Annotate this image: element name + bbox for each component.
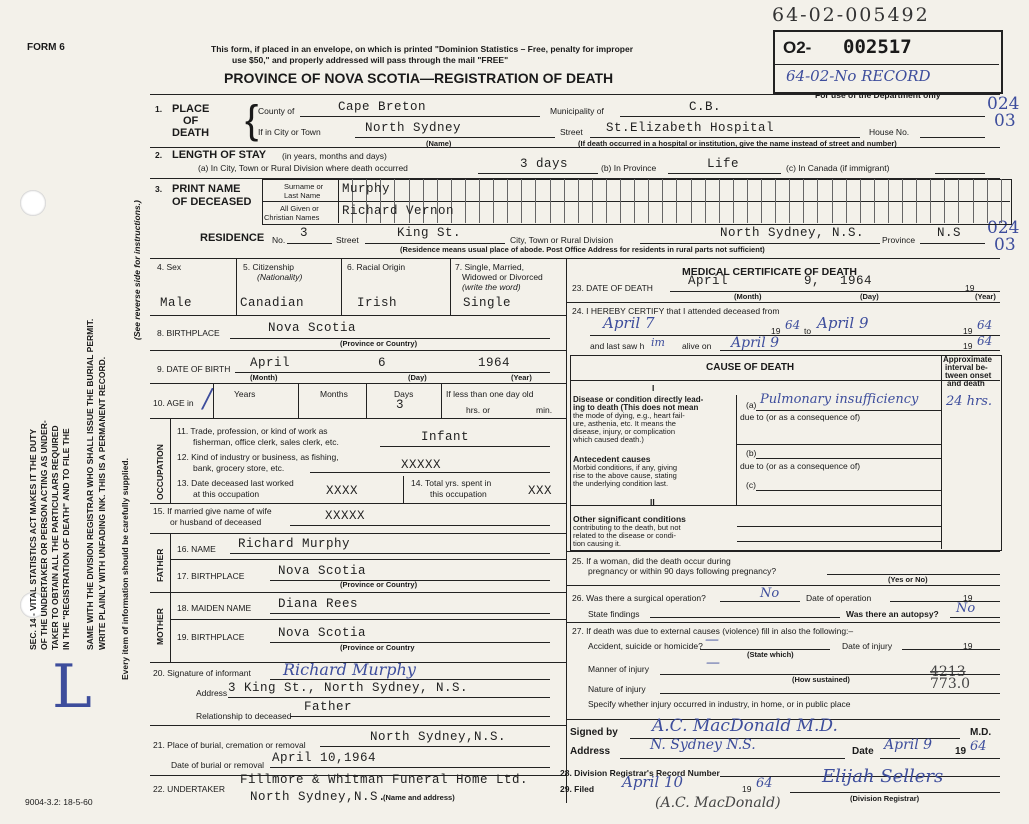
mother-maiden-name-value: Diana Rees: [278, 597, 359, 611]
burial-date-value: April 10,1964: [272, 751, 377, 765]
name-grid-divider: [578, 201, 579, 223]
undertaker-name: Fillmore & Whitman Funeral Home Ltd.: [240, 773, 529, 787]
citizenship-value: Canadian: [240, 296, 305, 310]
name-grid-divider: [747, 179, 748, 201]
name-grid-divider: [761, 201, 762, 223]
name-grid-divider: [761, 179, 762, 201]
occupation-vertical-label: OCCUPATION: [155, 444, 165, 500]
name-grid-divider: [733, 201, 734, 223]
death-year: 1964: [840, 274, 873, 288]
attended-from: April 7: [603, 314, 655, 332]
name-grid-divider: [789, 179, 790, 201]
street-value: St.Elizabeth Hospital: [606, 121, 775, 135]
residence-street: King St.: [397, 226, 462, 240]
name-grid-divider: [888, 179, 889, 201]
municipality-value: C.B.: [689, 100, 722, 114]
name-grid-divider: [648, 201, 649, 223]
name-grid-divider: [535, 201, 536, 223]
name-grid-divider: [789, 201, 790, 223]
total-years-value: XXX: [528, 484, 553, 498]
name-grid-divider: [930, 179, 931, 201]
stay-city-value: 3 days: [520, 157, 569, 171]
name-grid-divider: [846, 201, 847, 223]
side-instruction-4: IN THE "REGISTRATION OF DEATH" AND TO FILE THE: [61, 428, 71, 650]
side-instruction-7: Every item of information should be carefully supplied.: [120, 458, 130, 680]
name-grid-divider: [606, 201, 607, 223]
name-grid-divider: [803, 201, 804, 223]
dob-day: 6: [378, 356, 387, 370]
name-grid-divider: [479, 179, 480, 201]
name-grid-divider: [733, 179, 734, 201]
name-grid-divider: [620, 179, 621, 201]
relationship-value: Father: [304, 700, 353, 714]
name-grid-divider: [691, 179, 692, 201]
trade-value: Infant: [421, 430, 470, 444]
punch-hole-top: [20, 190, 46, 216]
cause-a-value: Pulmonary insufficiency: [760, 392, 919, 407]
name-grid-divider: [592, 201, 593, 223]
side-instruction-2: OF THE UNDERTAKER OR PERSON ACTING AS UNDER-: [39, 420, 49, 650]
county-value: Cape Breton: [338, 100, 427, 114]
name-grid-divider: [902, 201, 903, 223]
dob-month: April: [250, 356, 291, 370]
sex-value: Male: [160, 296, 193, 310]
surgical-operation-value: No: [760, 586, 780, 601]
death-day: 9,: [804, 274, 821, 288]
side-instruction-8: (See reverse side for instructions.): [132, 200, 142, 340]
last-worked-value: XXXX: [326, 484, 359, 498]
name-grid-divider: [832, 179, 833, 201]
name-grid-divider: [832, 201, 833, 223]
informant-signature: Richard Murphy: [283, 660, 416, 679]
name-grid-divider: [606, 179, 607, 201]
footer-form-code: 9004-3.2: 18-5-60: [25, 797, 93, 807]
spouse-value: XXXXX: [325, 509, 366, 523]
name-grid-divider: [719, 179, 720, 201]
undertaker-location: North Sydney,N.S.: [250, 790, 387, 804]
registration-prefix: O2-: [783, 38, 812, 57]
name-grid-divider: [846, 179, 847, 201]
name-grid-divider: [465, 179, 466, 201]
name-grid-divider: [860, 179, 861, 201]
physician-address: N. Sydney N.S.: [650, 737, 756, 753]
postal-notice-line2: use $50," and properly addressed will pass through the mail "FREE": [232, 55, 509, 65]
name-grid-divider: [592, 179, 593, 201]
name-grid-divider: [662, 201, 663, 223]
name-grid-divider: [987, 201, 988, 223]
residence-division: North Sydney, N.S.: [720, 226, 865, 240]
name-grid-divider: [521, 201, 522, 223]
manner-code: 4213: [930, 664, 966, 680]
age-days-value: 3: [396, 398, 405, 412]
dob-year: 1964: [478, 356, 511, 370]
father-vertical-label: FATHER: [155, 548, 165, 582]
residence-number: 3: [300, 226, 309, 240]
name-grid-divider: [662, 179, 663, 201]
last-seen-alive-date: April 9: [731, 335, 780, 351]
name-grid-divider: [676, 201, 677, 223]
birthplace-value: Nova Scotia: [268, 321, 357, 335]
name-grid-divider: [691, 201, 692, 223]
name-grid-divider: [507, 179, 508, 201]
certificate-date: April 9: [884, 737, 933, 753]
name-grid-divider: [775, 179, 776, 201]
cause-of-death-title: CAUSE OF DEATH: [706, 362, 795, 373]
name-grid-divider: [465, 201, 466, 223]
nature-code: 773.0: [930, 676, 971, 692]
name-grid-divider: [550, 179, 551, 201]
registration-number: 002517: [843, 36, 912, 58]
name-grid-divider: [874, 179, 875, 201]
death-month: April: [688, 274, 729, 288]
name-grid-divider: [902, 179, 903, 201]
margin-code-2: 03: [994, 111, 1016, 131]
side-instruction-1: SEC. 14 - VITAL STATISTICS ACT MAKES IT THE DUTY: [28, 428, 38, 650]
registration-handwritten: 64-02-No RECORD: [786, 67, 931, 85]
name-grid-divider: [676, 179, 677, 201]
residence-province: N.S: [937, 226, 962, 240]
name-grid-divider: [479, 201, 480, 223]
mother-vertical-label: MOTHER: [155, 608, 165, 645]
name-grid-divider: [634, 201, 635, 223]
name-grid-divider: [705, 179, 706, 201]
name-grid-divider: [1001, 201, 1002, 223]
stay-province-value: Life: [707, 157, 740, 171]
filed-date: April 10: [622, 773, 684, 791]
name-grid-divider: [578, 179, 579, 201]
pencil-physician-name: (A.C. MacDonald): [655, 795, 781, 811]
side-instruction-6: WRITE PLAINLY WITH UNFADING INK. THIS IS A PERMANENT RECORD.: [97, 356, 107, 650]
place-of-death-label: PLACE: [172, 103, 210, 115]
form-number: FORM 6: [27, 42, 65, 53]
father-birthplace-value: Nova Scotia: [278, 564, 367, 578]
postal-notice-line1: This form, if placed in an envelope, on which is printed "Dominion Statistics – Free, penalty for improper: [211, 44, 634, 54]
attended-to: April 9: [817, 314, 869, 332]
name-grid-divider: [507, 201, 508, 223]
name-grid-divider: [775, 201, 776, 223]
name-grid-divider: [634, 179, 635, 201]
mother-birthplace-value: Nova Scotia: [278, 626, 367, 640]
name-grid-divider: [423, 179, 424, 201]
margin-code-4: 03: [994, 235, 1016, 255]
name-grid-divider: [973, 179, 974, 201]
name-grid-divider: [930, 201, 931, 223]
length-of-stay-label: LENGTH OF STAY: [172, 149, 267, 161]
father-name-value: Richard Murphy: [238, 537, 351, 551]
age-handwritten-mark: /: [203, 384, 212, 414]
name-grid-divider: [521, 179, 522, 201]
print-name-label: PRINT NAME: [172, 183, 241, 195]
name-grid-divider: [437, 179, 438, 201]
side-handwritten-mark: L: [52, 652, 92, 722]
burial-place-value: North Sydney,N.S.: [370, 730, 507, 744]
surname-value: Murphy: [342, 182, 391, 196]
name-grid-divider: [493, 201, 494, 223]
name-grid-divider: [1001, 179, 1002, 201]
name-grid-divider: [564, 179, 565, 201]
name-grid-divider: [817, 179, 818, 201]
cause-a-interval: 24 hrs.: [946, 394, 993, 409]
name-grid-divider: [409, 179, 410, 201]
informant-address: 3 King St., North Sydney, N.S.: [228, 681, 469, 695]
name-grid-divider: [620, 201, 621, 223]
name-grid-divider: [719, 201, 720, 223]
form-title: PROVINCE OF NOVA SCOTIA—REGISTRATION OF DEATH: [224, 70, 614, 86]
name-grid-divider: [944, 201, 945, 223]
name-grid-divider: [874, 201, 875, 223]
given-names-value: Richard Vernon: [342, 204, 455, 218]
department-use-note: For use of the Department only: [815, 90, 941, 100]
margin-code-3: 024: [987, 218, 1020, 238]
death-registration-form: FORM 6 64-02-005492 This form, if placed in an envelope, on which is printed "Dominion Statistics – Free, penalty for improper use $50," and properly addressed will pass through the mail "FREE" PROVINCE OF NOVA SCOTIA—REGISTRATION OF DEATH O2- 002517 64-02-No RECORD For use of the Department only 024 03 024 03 SEC. 14 - VITAL STATISTICS ACT MAKES IT THE DUTY OF THE UNDERTAKER OR PERSON ACTING AS UNDER- TAKER TO OBTAIN ALL THE PARTICULARS REQUIRED IN THE "REGISTRATION OF DEATH" AND TO FILE THE SAME WITH THE DIVISION REGISTRAR WHO SHALL ISSUE THE BURIAL PERMIT. WRITE PLAINLY WITH UNFADING INK. THIS IS A PERMANENT RECORD. Every item of information should be carefully supplied. (See reverse side for instructions.) L 9004-3.2: 18-5-60 1. PLACE OF DEATH { County of Cape Breton Municipality of C.B. If in City or Town North Sydney (Name) Street St.Elizabeth Hospital House No. (If death occurred in a hospital or institution, give the name instead of street and number) 2. LENGTH OF STAY (in years, months and days) (a) In City, Town or Rural Division where death occurred 3 days (b) In Province Life (c) In Canada (if immigrant) 3. PRINT NAME OF DECEASED Surname or Last Name Murphy All Given or Christian Names Richard Vernon RESIDENCE No. 3 Street King St. City, Town or Rural Division North Sydney, N.S. Province N.S (Residence means usual place of abode. Post Office Address for residents in rural parts not sufficient) 4. Sex Male 5. Citizenship (Nationality) Canadian 6. Racial Origin Irish 7. Single, Married, Widowed or Divorced (write the word) Single 8. BIRTHPLACE Nova Scotia (Province or Country) 9. DATE OF BIRTH April 6 1964 (Month) (Day) (Year) 10. AGE in / Years Months Days 3 If less than one day old hrs. or min. OCCUPATION 11. Trade, profession, or kind of work as fisherman, office clerk, sales clerk, etc. Infant 12. Kind of industry or business, as fishing, bank, grocery store, etc. XXXXX 13. Date deceased last worked at this occupation XXXX 14. Total yrs. spent in this occupation XXX 15. If married give name of wife or husband of deceased XXXXX FATHER 16. NAME Richard Murphy 17. BIRTHPLACE Nova Scotia (Province or Country) MOTHER 18. MAIDEN NAME Diana Rees 19. BIRTHPLACE Nova Scotia (Province or Country 20. Signature of informant Richard Murphy Address 3 King St., North Sydney, N.S. Relationship to deceased Father 21. Place of burial, cremation or removal North Sydney,N.S. Date of burial or removal April 10,1964 22. UNDERTAKER Fillmore & Whitman Funeral Home Ltd. North Sydney,N.S. (Name and address) MEDICAL CERTIFICATE OF DEATH 23. DATE OF DEATH April 9, 1964 19 (Month) (Day) (Year) 24. I HEREBY CERTIFY that I attended deceased from April 7 19 64 to April 9 19 64 and last saw h im alive on April 9 19 64 CAUSE OF DEATH Approximate interval be- tween onset and death I Disease or condition directly lead- ing to death (This does not mean the mode of dying, e.g., heart fail- ure, asthenia, etc. It means the disease, injury, or complication which caused death.) (a) Pulmonary insufficiency 24 hrs. due to (or as a consequence of) (b) Antecedent causes Morbid conditions, if any, giving rise to the above cause, stating the underlying condition last. due to (or as a consequence of) (c) II Other significant conditions contributing to the death, but not related to the disease or condi- tion causing it. 25. If a woman, did the death occur during pregnancy or within 90 days following pregnancy? (Yes or No) 26. Was there a surgical operation? No Date of operation 19 State findings Was there an autopsy? No 27. If death was due to external causes (violence) fill in also the following:– Accident, suicide or homicide? — Date of injury 19 (State which) Manner of injury — 4213 (How sustained) Nature of injury 773.0 Specify whether injury occurred in industry, in home, or in public place Signed by A.C. MacDonald M.D. M.D. Address N. Sydney N.S. Date April 9 19 64 28. Division Registrar's Record Number 29. Filed April 10 19 64 Elijah Sellers (Division Registrar) (A.C. MacDonald): [0, 0, 1029, 824]
name-grid-divider: [958, 179, 959, 201]
name-grid-divider: [394, 179, 395, 201]
name-grid-divider: [888, 201, 889, 223]
side-instruction-3: TAKER TO OBTAIN ALL THE PARTICULARS REQUIRED: [50, 425, 60, 650]
name-grid-divider: [648, 179, 649, 201]
side-instruction-5: SAME WITH THE DIVISION REGISTRAR WHO SHALL ISSUE THE BURIAL PERMIT.: [85, 318, 95, 650]
name-grid-divider: [803, 179, 804, 201]
name-grid-divider: [747, 201, 748, 223]
name-grid-divider: [973, 201, 974, 223]
name-grid-divider: [860, 201, 861, 223]
industry-value: XXXXX: [401, 458, 442, 472]
name-grid-divider: [944, 179, 945, 201]
autopsy-value: No: [956, 601, 976, 616]
name-grid-divider: [916, 201, 917, 223]
medical-certificate-title: MEDICAL CERTIFICATE OF DEATH: [682, 266, 857, 278]
name-grid-divider: [564, 201, 565, 223]
residence-label: RESIDENCE: [200, 232, 265, 244]
name-grid-divider: [493, 179, 494, 201]
division-registrar-signature: Elijah Sellers: [822, 766, 944, 787]
name-grid-divider: [451, 179, 452, 201]
physician-signature: A.C. MacDonald M.D.: [652, 716, 838, 736]
name-grid-divider: [987, 179, 988, 201]
name-grid-divider: [550, 201, 551, 223]
racial-origin-value: Irish: [357, 296, 398, 310]
marital-status-value: Single: [463, 296, 512, 310]
pencil-record-number: 64-02-005492: [772, 4, 930, 26]
name-grid-divider: [958, 201, 959, 223]
name-grid-divider: [817, 201, 818, 223]
name-grid-divider: [705, 201, 706, 223]
city-value: North Sydney: [365, 121, 462, 135]
name-grid-divider: [535, 179, 536, 201]
margin-code-1: 024: [987, 94, 1020, 114]
name-grid-divider: [916, 179, 917, 201]
